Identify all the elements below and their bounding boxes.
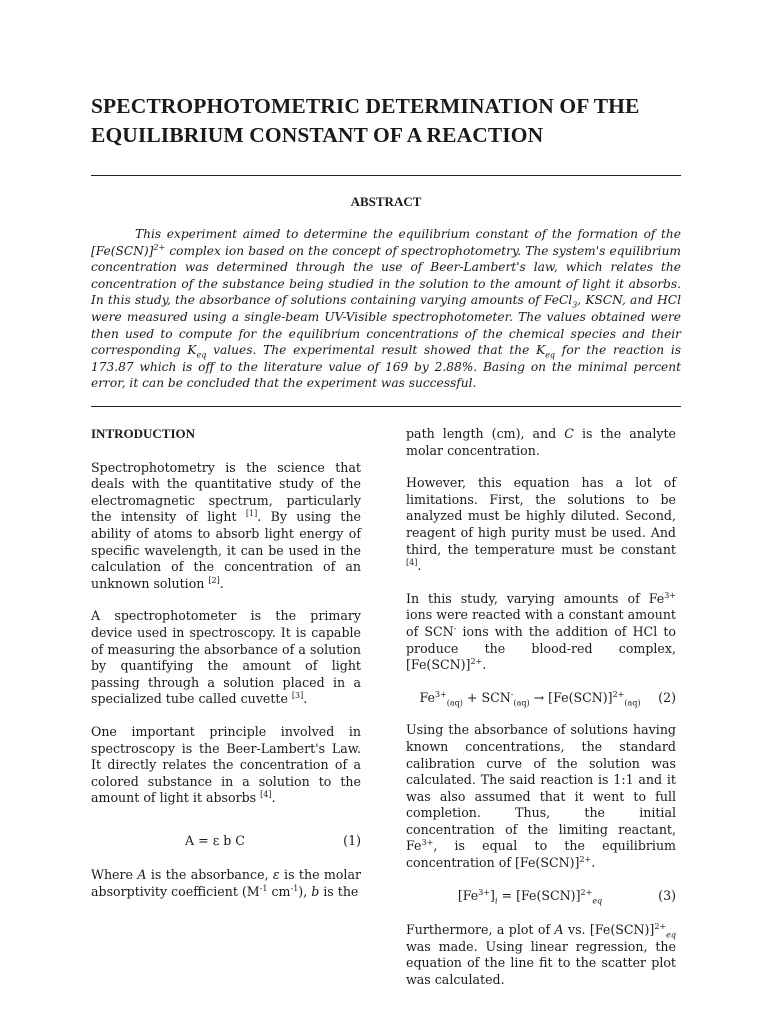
- abstract-divider: [91, 406, 681, 407]
- left-column: [91, 426, 361, 917]
- equation-2-number: (2): [658, 689, 676, 705]
- equation-3-expression: $[Fe^{3+}]_i = [Fe(SCN)]^{2+}_{eq}$: [457, 887, 603, 906]
- right-paragraph-5: Furthermore, a plot of A vs. $[Fe(SCN)]^{2+}_{eq}$ was made. Using linear regression, the equation of the line fit to the scatter plot was calculated.: [406, 922, 677, 988]
- equation-1-number: (1): [343, 832, 361, 848]
- citation: [2]: [208, 575, 220, 585]
- intro-paragraph-2: A spectrophotometer is the primary device used in spectroscopy. It is capable of measuring the absorbance of a solution by quantifying the amount of light passing through a solution placed in a specialized tube called cuvette [3].: [91, 608, 361, 707]
- intro-paragraph-4: Where A is the absorbance, ε is the molar absorptivity coefficient ($M^{-1}$ $cm^{-1}$), b is the: [91, 867, 361, 900]
- right-paragraph-4: Using the absorbance of solutions having known concentrations, the standard calibration curve of the solution was calculated. The said reaction is 1:1 and it was also assumed that it went to full completion. Thus, the initial concentration of the limiting reactant, $Fe^{3+}$, is equal to the equilibrium concentration of $[Fe(SCN)]^{2+}$.: [406, 722, 676, 871]
- citation: [4]: [260, 790, 272, 800]
- right-paragraph-1: path length (cm), and C is the analyte molar concentration.: [406, 426, 676, 458]
- introduction-heading: INTRODUCTION: [91, 426, 196, 441]
- paper-title: [91, 92, 691, 150]
- equation-2-expression: $Fe^{3+}_{(aq)} + SCN^-_{(aq)} \to [Fe(SCN)]^{2+}_{(aq)}$: [419, 689, 641, 708]
- intro-paragraph-1: Spectrophotometry is the science that deals with the quantitative study of the electromagnetic spectrum, particularly the intensity of light [1]. By using the ability of atoms to absorb light energy of specific wavelength, it can be used in the calculation of the concentration of an unknown solution [2].: [91, 459, 362, 591]
- top-divider: [91, 175, 681, 176]
- title-line-2: EQUILIBRIUM CONSTANT OF A REACTION: [91, 123, 544, 147]
- equation-1-expression: A = ε b C: [185, 832, 245, 848]
- equation-2: [406, 690, 676, 707]
- equation-3-number: (3): [658, 887, 676, 903]
- title-line-1: SPECTROPHOTOMETRIC DETERMINATION OF THE: [91, 94, 640, 118]
- equation-3: [406, 888, 676, 905]
- right-paragraph-2: However, this equation has a lot of limitations. First, the solutions to be analyzed must be highly diluted. Second, reagent of high purity must be used. And third, the temperature must be constant [4].: [406, 475, 676, 574]
- citation: [4]: [406, 557, 418, 567]
- abstract-heading: ABSTRACT: [350, 194, 422, 209]
- intro-paragraph-3: One important principle involved in spectroscopy is the Beer-Lambert's Law. It directly relates the concentration of a colored substance in a solution to the amount of light it absorbs [4].: [91, 723, 361, 806]
- equation-1: [91, 833, 361, 850]
- citation: [3]: [291, 691, 304, 701]
- right-paragraph-3: In this study, varying amounts of $Fe^{3+}$ ions were reacted with a constant amount of SCN- ions with the addition of HCl to produce the blood-red complex, $[Fe(SCN)]^{2+}$.: [406, 590, 676, 673]
- abstract-text: This experiment aimed to determine the equilibrium constant of the formation of the $[Fe(SCN)]^{2+}$ complex ion based on the concept of spectrophotometry. The system's equilibrium concentration was determined through the use of Beer-Lambert's law, which relates the concentration of the substance being studied in the solution to the amount of light it absorbs. In this study, the absorbance of solutions containing varying amounts of FeCl$_3$, KSCN, and HCl were measured using a single-beam UV-Visible spectrophotometer. The values obtained were then used to compute for the equilibrium concentrations of the chemical species and their corresponding $K_{eq}$ values. The experimental result showed that the $K_{eq}$ for the reaction is 173.87 which is off to the literature value of 169 by 2.88%. Basing on the minimal percent error, it can be concluded that the experiment was successful.: [91, 227, 681, 391]
- right-column: [406, 426, 676, 1005]
- citation: [1]: [245, 509, 258, 519]
